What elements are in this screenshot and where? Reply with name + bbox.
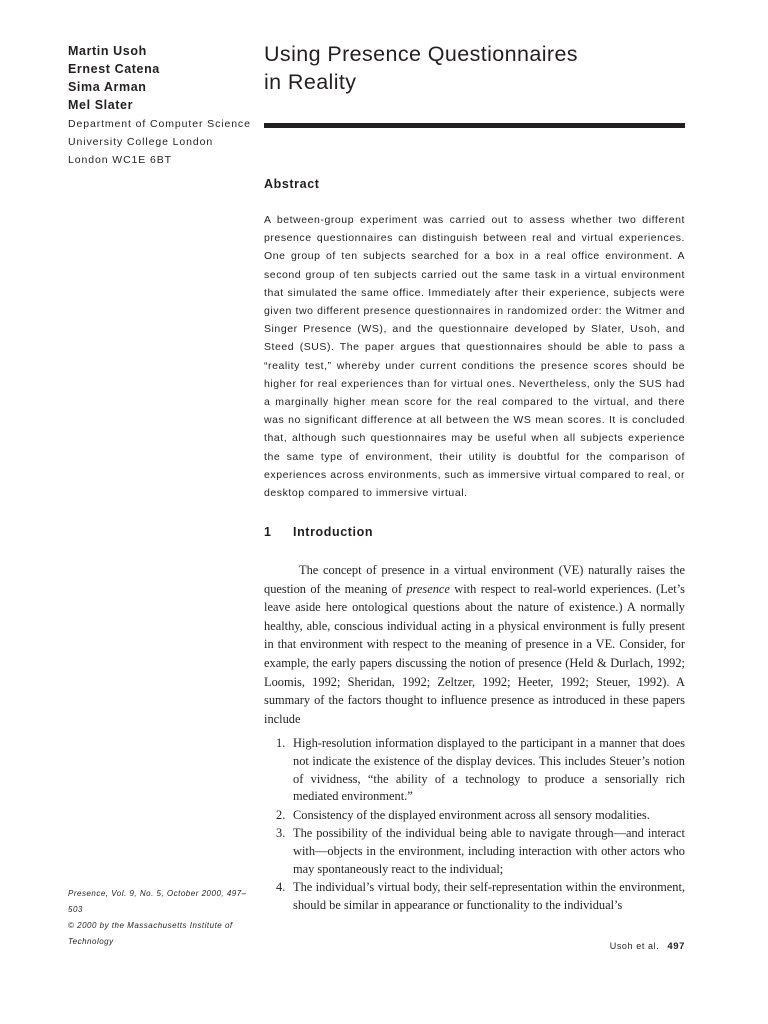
page-number: 497 <box>667 941 685 952</box>
list-item <box>264 735 685 806</box>
factor-list <box>264 735 685 915</box>
abstract-heading: Abstract <box>264 177 320 191</box>
page-footer <box>610 941 685 952</box>
list-item-text: High-resolution information displayed to the participant in a manner that does not indicate the existence of the display devices. This includes Steuer’s notion of vividness, “the ability of a technology to produce a sensorially rich mediated environment.” <box>293 736 685 804</box>
author-block <box>68 42 258 169</box>
affiliation-line: Department of Computer Science <box>68 118 251 130</box>
affiliation-line: University College London <box>68 136 214 148</box>
title-line: in Reality <box>264 70 357 94</box>
affiliation <box>68 115 258 169</box>
affiliation-line: London WC1E 6BT <box>68 154 172 166</box>
section-number: 1 <box>264 525 272 539</box>
list-item-text: Consistency of the displayed environment across all sensory modalities. <box>293 807 650 822</box>
list-item <box>264 807 685 825</box>
section-heading <box>264 525 373 539</box>
list-item-text: The individual’s virtual body, their self-representation within the environment, should be similar in appearance or functionality to the individual’s <box>293 879 685 912</box>
list-number: 2. <box>276 807 286 822</box>
paragraph-text: with respect to real-world experiences. (Let’s leave aside here ontological questions about the nature of existence.) A normally healthy, able, conscious individual acting in a physical environment is fully present in that environment with respect to the meaning of presence in a VE. Consider, for example, the early papers discussing the notion of presence (Held & Durlach, 1992; Loomis, 1992; Sheridan, 1992; Zeltzer, 1992; Heeter, 1992; Steuer, 1992). A summary of the factors thought to influence presence as introduced in these papers include <box>264 581 685 726</box>
list-item <box>264 825 685 878</box>
journal-citation: Presence, Vol. 9, No. 5, October 2000, 497–503 <box>68 889 247 914</box>
list-number: 1. <box>276 736 286 750</box>
emphasis-text: presence <box>406 581 450 596</box>
section-title: Introduction <box>293 525 374 539</box>
title-line: Using Presence Questionnaires <box>264 42 578 66</box>
author-name: Sima Arman <box>68 80 147 94</box>
paper-title <box>264 40 704 96</box>
abstract-text: A between-group experiment was carried out to assess whether two different presence questionnaires can distinguish between real and virtual experiences. One group of ten subjects searched for a box in a real office environment. A second group of ten subjects carried out the same task in a virtual environment that simulated the same office. Immediately after their experience, subjects were given two different presence questionnaires in randomized order: the Witmer and Singer Presence (WS), and the questionnaire developed by Slater, Usoh, and Steed (SUS). The paper argues that questionnaires should be able to pass a “reality test,” whereby under current conditions the presence scores should be higher for real experiences than for virtual ones. Nevertheless, only the SUS had a marginally higher mean score for the real compared to the virtual, and there was no significant difference at all between the WS mean scores. It is concluded that, although such questionnaires may be useful when all subjects experience the same type of environment, their utility is doubtful for the comparison of experiences across environments, such as immersive virtual compared to real, or desktop compared to immersive virtual. <box>264 214 685 500</box>
author-name: Martin Usoh <box>68 44 147 58</box>
copyright-notice: © 2000 by the Massachusetts Institute of Technology <box>68 921 233 946</box>
author-name: Mel Slater <box>68 98 134 112</box>
list-number: 4. <box>276 879 286 894</box>
running-head: Usoh et al. <box>609 941 660 951</box>
intro-paragraph <box>264 561 685 728</box>
list-item <box>264 879 685 915</box>
title-rule <box>264 123 685 128</box>
publication-info <box>68 886 258 950</box>
author-name: Ernest Catena <box>68 62 160 76</box>
list-item-text: The possibility of the individual being able to navigate through—and interact with—objects in the environment, including interaction with other actors who may spontaneously react to the individual; <box>293 825 685 876</box>
paragraph-text: The concept of presence in a virtual environment (VE) naturally raises the question of the meaning of <box>264 563 685 596</box>
list-number: 3. <box>276 825 286 840</box>
